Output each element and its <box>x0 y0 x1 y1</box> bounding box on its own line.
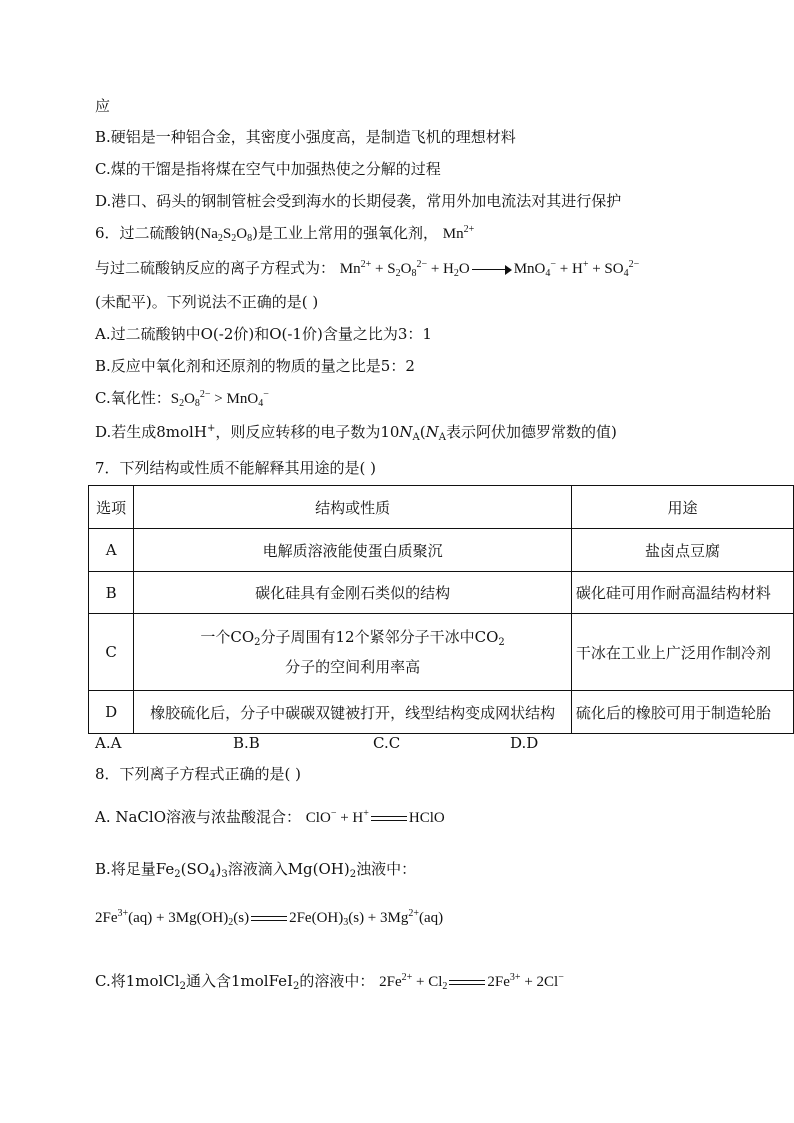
row-use: 干冰在工业上广泛用作制冷剂 <box>571 614 793 691</box>
q7-option-b: B.B <box>233 734 260 752</box>
q8-option-a: A. NaClO溶液与浓盐酸混合： ClO− + H+ HClO <box>95 808 445 826</box>
row-option: D <box>89 691 134 734</box>
row-property: 电解质溶液能使蛋白质聚沉 <box>134 529 572 572</box>
q8-equation-a: ClO− + H+ HClO <box>305 808 445 826</box>
table-header-row <box>89 486 794 529</box>
row-use: 盐卤点豆腐 <box>571 529 793 572</box>
q8-option-b: B.将足量$Fe_2(SO_4)_3$溶液滴入$Mg(OH)_2$浊液中： <box>95 860 417 880</box>
q8-equation-b: $2Fe^{3+}(aq) + 3Mg(OH)_2(s) 2Fe(OH)_3(s) + 3Mg^{2+}(aq)$ <box>95 908 444 928</box>
q7-option-a: A.A <box>95 734 122 752</box>
q8-option-c: C.将1molCl$_2$通入含1molFeI$_2$的溶液中： $2Fe^{2+} + Cl_2$ $2Fe^{3+} + 2Cl^-$ <box>95 972 564 992</box>
formula-mn2plus: $Mn^{2+}$ <box>442 224 475 242</box>
q7-stem: 7．下列结构或性质不能解释其用途的是( ) <box>95 459 377 477</box>
header-option: 选项 <box>89 486 134 529</box>
q5-option-d: D.港口、码头的钢制管桩会受到海水的长期侵袭，常用外加电流法对其进行保护 <box>95 192 622 210</box>
row-option: A <box>89 529 134 572</box>
q5-option-b: B.硬铝是一种铝合金，其密度小强度高，是制造飞机的理想材料 <box>95 128 516 146</box>
q5-option-c: C.煤的干馏是指将煤在空气中加强热使之分解的过程 <box>95 160 441 178</box>
q6-option-d: D.若生成8molH+，则反应转移的电子数为$10N_A(N_A$表示阿伏加德罗常数的值) <box>95 423 617 443</box>
header-property: 结构或性质 <box>134 486 572 529</box>
q6-stem-line2: 与过二硫酸钠反应的离子方程式为： $Mn^{2+} + S_2O_8^{2-} + H_2O$ $MnO_4^- + H^+ + SO_4^{2-}$ <box>95 259 640 279</box>
q6-option-c: C.氧化性：$S_2O_8^{2-} > MnO_4^-$ <box>95 389 269 409</box>
q8-stem: 8．下列离子方程式正确的是( ) <box>95 765 302 783</box>
reaction-arrow <box>472 265 512 275</box>
q7-option-c: C.C <box>373 734 401 752</box>
equals-sign <box>371 815 407 823</box>
equals-sign <box>449 979 485 987</box>
q5-continuation: 应 <box>95 97 111 115</box>
q7-table <box>88 485 794 734</box>
table-row <box>89 691 794 734</box>
q6-ionic-equation: $Mn^{2+} + S_2O_8^{2-} + H_2O$ $MnO_4^- + H^+ + SO_4^{2-}$ <box>339 259 640 279</box>
q6-option-b: B.反应中氧化剂和还原剂的物质的量之比是5：2 <box>95 357 415 375</box>
q7-options <box>95 734 695 754</box>
row-option: C <box>89 614 134 691</box>
row-property: 橡胶硫化后，分子中碳碳双键被打开，线型结构变成网状结构 <box>134 691 572 734</box>
table-row <box>89 572 794 614</box>
q7-option-d: D.D <box>510 734 539 752</box>
row-use: 硫化后的橡胶可用于制造轮胎 <box>571 691 793 734</box>
q6-stem-line3: (未配平)。下列说法不正确的是( ) <box>95 293 319 311</box>
formula-oxidizing-order: $S_2O_8^{2-} > MnO_4^-$ <box>170 389 269 409</box>
table-row <box>89 529 794 572</box>
formula-na2s2o8: $Na_2S_2O_8$ <box>200 226 253 244</box>
row-property: 碳化硅具有金刚石类似的结构 <box>134 572 572 614</box>
row-use: 碳化硅可用作耐高温结构材料 <box>571 572 793 614</box>
q6-stem-line1: 6．过二硫酸钠$(Na_2S_2O_8)$是工业上常用的强氧化剂， $Mn^{2+}$ <box>95 224 475 244</box>
equals-sign <box>251 915 287 923</box>
table-row <box>89 614 794 691</box>
row-option: B <box>89 572 134 614</box>
header-use: 用途 <box>571 486 793 529</box>
q8-equation-c: $2Fe^{2+} + Cl_2$ $2Fe^{3+} + 2Cl^-$ <box>379 972 564 992</box>
row-property: 一个$CO_2$分子周围有12个紧邻分子干冰中$CO_2$ 分子的空间利用率高 <box>134 614 572 691</box>
q6-option-a: A.过二硫酸钠中O(-2价)和O(-1价)含量之比为3：1 <box>95 325 432 343</box>
